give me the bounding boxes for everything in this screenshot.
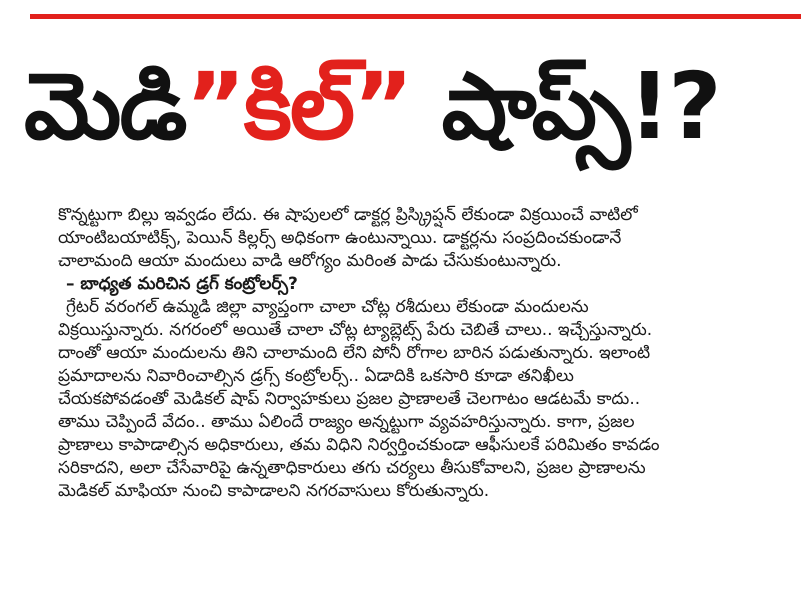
text-line: ప్రమాదాలను నివారించాల్సిన డ్రగ్స్ కంట్రోలర్స్.. ఏడాదికి ఒకసారి కూడా తనిఖీలు bbox=[58, 366, 574, 386]
headline bbox=[24, 42, 794, 172]
text-line: తాము చెప్పిందే వేదం.. తాము ఏలిందే రాజ్యం అన్నట్టుగా వ్యవహరిస్తున్నారు. కాగా, ప్రజల bbox=[58, 412, 635, 432]
text-line: సరికాదని, అలా చేసేవారిపై ఉన్నతాధికారులు తగు చర్యలు తీసుకోవాలని, ప్రజల ప్రాణాలను bbox=[58, 458, 646, 478]
headline-part-medi: మెడి bbox=[24, 53, 186, 160]
article-body bbox=[58, 204, 778, 503]
text-line: చాలామంది ఆయా మందులు వాడి ఆరోగ్యం మరింత పాడు చేసుకుంటున్నారు. bbox=[58, 251, 562, 271]
text-line: కొన్నట్టుగా బిల్లు ఇవ్వడం లేదు. ఈ షాపులలో డాక్టర్ల ప్రిస్క్రిప్షన్ లేకుండా విక్రయించే వాటిలో bbox=[58, 205, 638, 225]
text-line: విక్రయిస్తున్నారు. నగరంలో అయితే చాలా చోట్ల ట్యాబ్లెట్స్ పేరు చెబితే చాలు.. ఇచ్చేస్తున్నారు. bbox=[58, 320, 653, 340]
text-line: దాంతో ఆయా మందులను తిని చాలామంది లేని పోనీ రోగాల బారిన పడుతున్నారు. ఇలాంటి bbox=[58, 343, 651, 363]
paragraph-1 bbox=[58, 204, 778, 273]
paragraph-2 bbox=[58, 296, 778, 503]
top-red-rule bbox=[30, 14, 801, 19]
headline-part-shops: షాప్స్!? bbox=[411, 53, 720, 160]
text-line: మెడికల్ మాఫియా నుంచి కాపాడాలని నగరవాసులు కోరుతున్నారు. bbox=[58, 481, 490, 501]
text-line: గ్రేటర్ వరంగల్ ఉమ్మడి జిల్లా వ్యాప్తంగా చాలా చోట్ల రశీదులు లేకుండా మందులను bbox=[66, 297, 589, 317]
text-line: యాంటిబయాటిక్స్, పెయిన్ కిల్లర్స్ అధికంగా ఉంటున్నాయి. డాక్టర్లను సంప్రదించకుండానే bbox=[58, 228, 622, 248]
subheading-row bbox=[58, 273, 778, 296]
text-line: చేయకపోవడంతో మెడికల్ షాప్ నిర్వాహకులు ప్రజల ప్రాణాలతే చెలగాటం ఆడటమే కాదు.. bbox=[58, 389, 641, 409]
text-line: ప్రాణాలు కాపాడాల్సిన అధికారులు, తమ విధిని నిర్వర్తించకుండా ఆఫీసులకే పరిమితం కావడం bbox=[58, 435, 660, 455]
headline-part-kill: ”కిల్” bbox=[185, 53, 412, 160]
subheading: – బాధ్యత మరిచిన డ్రగ్ కంట్రోలర్స్? bbox=[66, 274, 298, 294]
